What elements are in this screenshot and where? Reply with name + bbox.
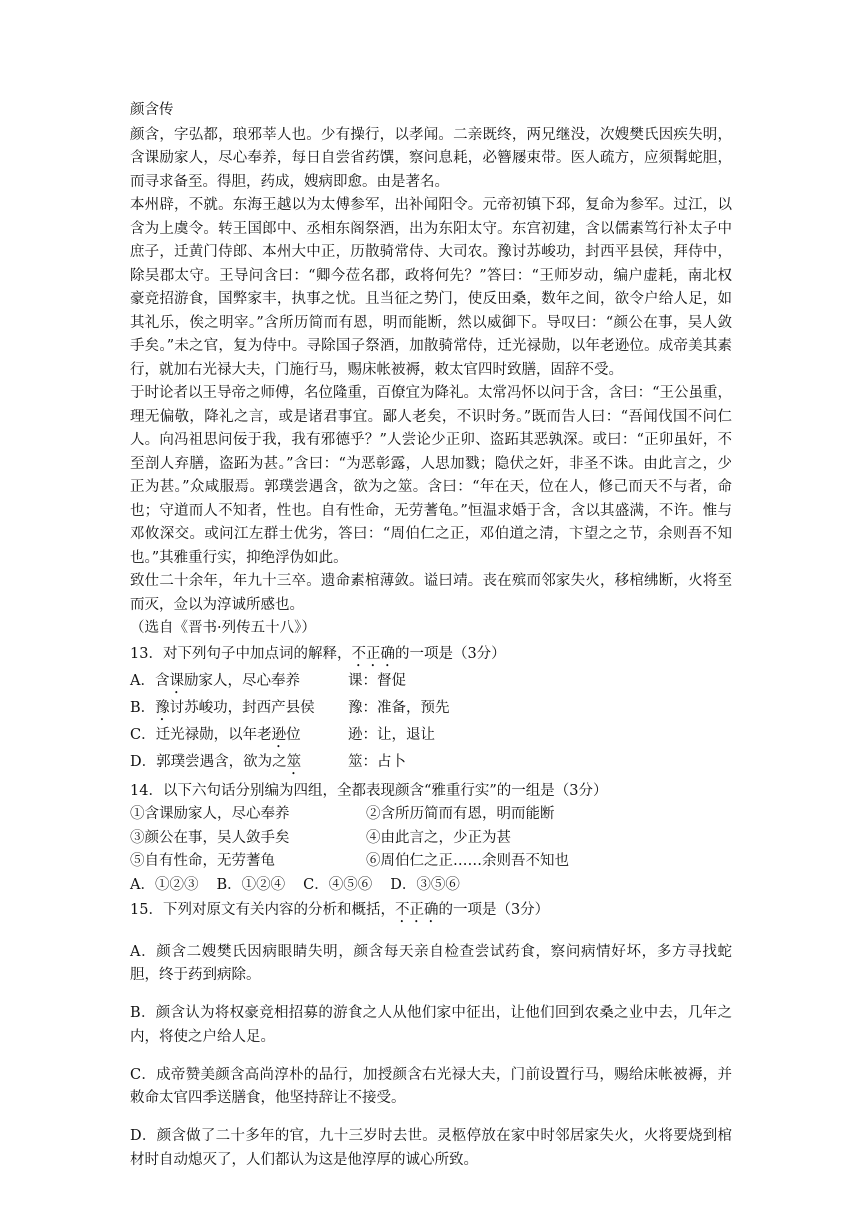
question-15-option-b: B．颜含认为将权豪竞相招募的游食之人从他们家中征出，让他们回到农桑之业中去，几年之内，将使之户给人足。 xyxy=(130,1005,732,1045)
question-14-choices: A．①②③ B．①②④ C．④⑤⑥ D．③⑤⑥ xyxy=(130,876,460,893)
question-14-row: ③颜公在事，吴人敛手矣 ④由此言之，少正为甚 xyxy=(130,829,511,846)
question-14 xyxy=(130,780,732,898)
question-15 xyxy=(130,899,732,1172)
article-title: 颜含传 xyxy=(130,102,174,118)
document-page xyxy=(130,99,732,1187)
paragraph-4: 致仕二十余年，年九十三卒。遗命素棺薄敛。谥曰靖。丧在殡而邻家失火，移棺绋断，火将至而灭，佥以为淳诚所感也。 xyxy=(130,573,732,613)
emphasis-text: 不正确 xyxy=(394,902,439,918)
question-13 xyxy=(130,643,732,778)
question-15-stem: 15．下列对原文有关内容的分析和概括，不正确的一项是（3分） xyxy=(130,902,550,918)
question-13-option-a: A．含课励家人，尽心奉养 课：督促 xyxy=(130,670,732,697)
question-14-stem: 14．以下六句话分别编为四组，全都表现颜含“雅重行实”的一组是（3分） xyxy=(130,782,608,799)
source-citation: （选自《晋书·列传五十八》） xyxy=(130,620,316,636)
question-15-option-a: A．颜含二嫂樊氏因病眼睛失明，颜含每天亲自检查尝试药食，察问病情好坏，多方寻找蛇胆，终于药到病除。 xyxy=(130,943,732,983)
emphasis-text: 不正确 xyxy=(351,645,395,662)
question-13-option-d: D．郭璞尝遇含，欲为之筮 筮：占卜 xyxy=(130,751,732,778)
question-15-option-c: C．成帝赞美颜含高尚淳朴的品行，加授颜含右光禄大夫，门前设置行马，赐给床帐被褥，并敕命太官四季送膳食，他坚持辞让不接受。 xyxy=(130,1066,732,1106)
question-14-row: ①含课励家人，尽心奉养 ②含所历简而有恩，明而能断 xyxy=(130,806,555,822)
question-13-stem: 13．对下列句子中加点词的解释，不正确的一项是（3分） xyxy=(130,645,506,662)
question-13-option-c: C．迁光禄勋，以年老逊位 逊：让，退让 xyxy=(130,724,732,751)
paragraph-2: 本州辟，不就。东海王越以为太傅参军，出补闻阳令。元帝初镇下邳，复命为参军。过江，以含为上虞令。转王国郎中、丞相东阁祭酒，出为东阳太守。东宫初建，含以儒素笃行补太子中庶子，迁黄门侍郎、本州大中正，历散骑常侍、大司农。豫讨苏峻功，封西平县侯，拜侍中，除吴郡太守。王导问含曰：“卿今莅名郡，政将何先？”答曰：“王师岁动，编户虚耗，南北权豪竞招游食，国弊家丰，执事之忧。且当征之势门，使反田桑，数年之间，欲令户给人足，如其礼乐，俟之明宰。”含所历简而有恩，明而能断，然以威御下。导叹曰：“颜公在事，吴人敛手矣。”未之官，复为侍中。寻除国子祭酒，加散骑常侍，迁光禄勋，以年老逊位。成帝美其素行，就加右光禄大夫，门施行马，赐床帐被褥，敕太官四时致膳，固辞不受。 xyxy=(130,197,732,378)
option-gloss: 豫：准备，预先 xyxy=(348,699,450,716)
paragraph-1: 颜含，字弘都，琅邪莘人也。少有操行，以孝闻。二亲既终，两兄继没，次嫂樊氏因疾失明，含课励家人，尽心奉养，每日自尝省药馔，察问息耗，必簪屦束带。医人疏方，应须髯蛇胆，而寻求备至。得胆，药成，嫂病即愈。由是著名。 xyxy=(130,126,732,190)
paragraph-3: 于时论者以王导帝之师傅，名位隆重，百僚宜为降礼。太常冯怀以问于含，含曰：“王公虽重，理无偏敬，降礼之言，或是诸君事宜。鄙人老矣，不识时务。”既而告人曰：“吾闻伐国不问仁人。向冯祖思问佞于我，我有邪德乎？”人尝论少正卯、盗跖其恶孰深。或曰：“正卯虽奸，不至剖人弃膳，盗跖为甚。”含曰：“为恶彰露，人思加戮；隐伏之奸，非圣不诛。由此言之，少正为甚。”众咸服焉。郭璞尝遇含，欲为之筮。含曰：“年在天，位在人，修己而天不与者，命也；守道而人不知者，性也。自有性命，无劳蓍龟。”恒温求婚于含，含以其盛满，不许。惟与邓攸深交。或问江左群士优劣，答曰：“周伯仁之正，邓伯道之清，卞望之之节，余则吾不知也。”其雅重行实，抑绝浮伪如此。 xyxy=(130,385,732,566)
question-15-option-d: D．颜含做了二十多年的官，九十三岁时去世。灵柩停放在家中时邻居家失火，火将要烧到棺材时自动熄灭了，人们都认为这是他淳厚的诚心所致。 xyxy=(130,1128,732,1168)
question-14-row: ⑤自有性命，无劳蓍龟 ⑥周伯仁之正……余则吾不知也 xyxy=(130,853,569,869)
option-gloss: 筮：占卜 xyxy=(348,753,406,770)
question-13-option-b: B．豫讨苏峻功，封西产县侯 豫：准备，预先 xyxy=(130,697,732,724)
option-gloss: 课：督促 xyxy=(348,672,406,689)
option-gloss: 逊：让，退让 xyxy=(348,726,435,743)
